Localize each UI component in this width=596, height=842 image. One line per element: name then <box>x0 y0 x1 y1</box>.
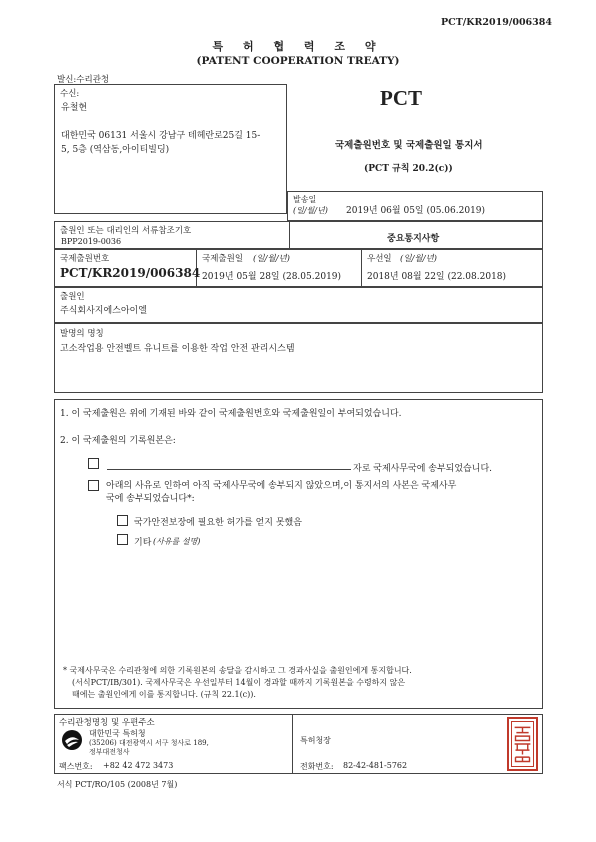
seal-glyph-icon <box>512 721 533 767</box>
intl-filing-date-label: 국제출원일 <box>202 254 244 264</box>
option-b-text-line1: 아래의 사유로 인하여 아직 국제사무국에 송부되지 않았으며,이 통지서의 사본은 국제사무 <box>106 481 457 491</box>
sub-option-2-label: 기타 <box>134 538 152 548</box>
intl-filing-date-value: 2019년 05월 28일 (28.05.2019) <box>202 272 342 282</box>
intl-app-number-label: 국제출원번호 <box>60 254 110 264</box>
official-seal-stamp <box>507 717 538 771</box>
notices-box <box>54 399 543 709</box>
office-address-line2: 정부대전청사 <box>89 748 130 756</box>
important-notice-label: 중요통지사항 <box>387 234 440 244</box>
applicant-label: 출원인 <box>60 292 85 302</box>
form-footer: 서식 PCT/RO/105 (2008년 7월) <box>57 780 178 789</box>
receiving-office-box <box>54 714 543 774</box>
option-a-date-line <box>107 469 351 470</box>
office-label: 수리관청명칭 및 우편주소 <box>59 718 155 728</box>
sender-label: 발신:수리관청 <box>57 75 110 85</box>
applicant-box <box>54 287 543 323</box>
mailing-date-label: 발송일 <box>293 195 317 204</box>
priority-date-label: 우선일 <box>367 254 392 264</box>
fax-number: +82 42 472 3473 <box>103 761 174 770</box>
footnote-line-1: * 국제사무국은 수리관청에 의한 기록원본의 송달을 감시하고 그 경과사실을 출원인에게 통지합니다. <box>63 666 412 675</box>
office-name: 대한민국 특허청 <box>89 729 146 738</box>
recipient-address-line2: 5, 5층 (역삼동,아이티빌딩) <box>61 145 170 155</box>
sub-option-1-checkbox[interactable] <box>117 515 128 526</box>
invention-title-label: 발명의 명칭 <box>60 329 104 339</box>
application-numbers-row <box>54 249 543 287</box>
mailing-date-value: 2019년 06월 05일 (05.06.2019) <box>346 206 486 216</box>
intl-filing-date-format: (일/월/년) <box>253 254 290 264</box>
footnote-line-3: 때에는 출원인에게 이를 통지합니다. (규칙 22.1(c)). <box>72 690 256 699</box>
priority-date-format: (일/월/년) <box>400 254 437 264</box>
notification-title: 국제출원번호 및 국제출원일 통지서 <box>335 140 483 151</box>
applicant-value: 주식회사지에스아이엘 <box>60 306 147 316</box>
phone-number: 82-42-481-5762 <box>343 761 408 770</box>
kipo-emblem-icon <box>61 729 83 751</box>
sub-option-2-hint: (사유를 설명) <box>153 537 201 546</box>
notice-item-1: 1. 이 국제출원은 위에 기재된 바와 같이 국제출원번호와 국제출원일이 부여되었습니다. <box>60 409 402 419</box>
applicant-reference-row <box>54 221 543 249</box>
treaty-english-title: (PATENT COOPERATION TREATY) <box>196 55 400 67</box>
pct-rule: (PCT 규칙 20.2(c)) <box>364 164 453 174</box>
option-a-checkbox[interactable] <box>88 458 99 469</box>
sub-option-2-checkbox[interactable] <box>117 534 128 545</box>
recipient-label: 수신: <box>60 89 80 99</box>
treaty-korean-title: 특 허 협 력 조 약 <box>212 40 384 53</box>
phone-label: 전화번호: <box>300 762 334 771</box>
mailing-date-format: (일/월/년) <box>293 206 328 215</box>
invention-title-box <box>54 323 543 393</box>
option-a-text: 자로 국제사무국에 송부되었습니다. <box>353 464 492 474</box>
mailing-date-box <box>287 191 543 221</box>
invention-title-value: 고소작업용 안전벨트 유니트를 이용한 작업 안전 관리시스템 <box>60 344 295 354</box>
applicant-reference-value: BPP2019-0036 <box>61 237 122 246</box>
recipient-address-line1: 대한민국 06131 서울시 강남구 테헤란로25길 15- <box>61 131 261 141</box>
fax-label: 팩스번호: <box>59 762 93 771</box>
notice-item-2: 2. 이 국제출원의 기록원본은: <box>60 436 176 446</box>
option-b-checkbox[interactable] <box>88 480 99 491</box>
pct-title: PCT <box>380 86 422 110</box>
priority-date-value: 2018년 08월 22일 (22.08.2018) <box>367 272 507 282</box>
authorized-officer: 특허청장 <box>300 736 331 745</box>
document-reference-number: PCT/KR2019/006384 <box>441 17 552 28</box>
footnote-line-2: (서식PCT/IB/301). 국제사무국은 우선일부터 14월이 경과할 때까지 기록원본을 수령하지 않은 <box>72 678 406 687</box>
option-b-text-line2: 국에 송부되었습니다*: <box>106 494 195 504</box>
applicant-reference-label: 출원인 또는 대리인의 서류참조기호 <box>60 226 192 236</box>
sub-option-1-text: 국가안전보장에 필요한 허가를 얻지 못했음 <box>134 518 302 528</box>
recipient-name: 유철현 <box>61 103 88 113</box>
office-address-line1: (35206) 대전광역시 서구 청사로 189, <box>89 739 209 747</box>
recipient-box <box>54 84 287 214</box>
intl-app-number-value: PCT/KR2019/006384 <box>60 266 201 280</box>
